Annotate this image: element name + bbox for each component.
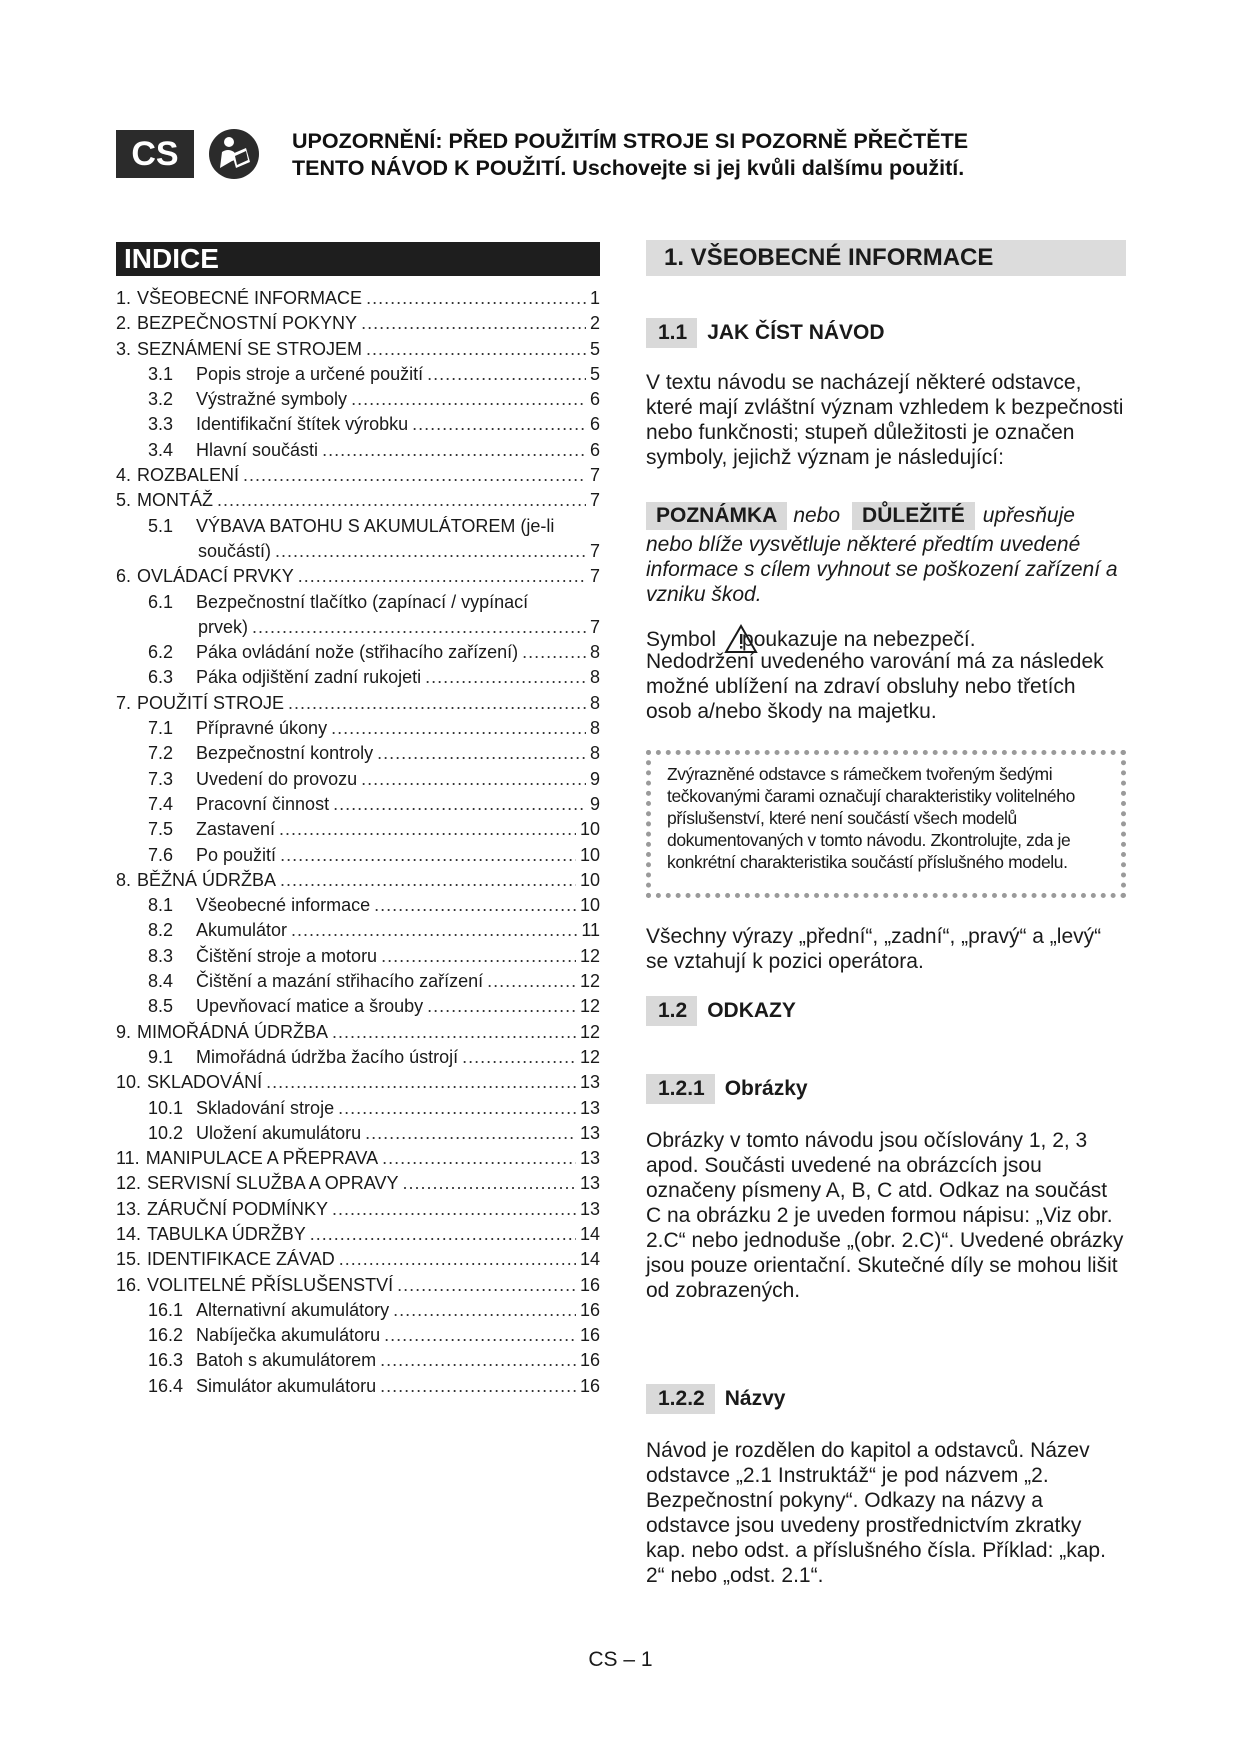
toc-dot-leader: [365, 1123, 576, 1144]
toc-entry-number: 7.6: [148, 844, 174, 865]
toc-dot-leader: [381, 946, 576, 967]
toc-dot-leader: [275, 541, 586, 562]
toc-entry-page: 7: [589, 490, 600, 511]
toc-entry-page: 10: [579, 869, 600, 890]
toc-entry: [116, 1325, 600, 1350]
subsection-number: 1.2.2: [646, 1384, 715, 1414]
toc-dot-leader: [291, 920, 577, 941]
toc-entry-page: 7: [589, 566, 600, 587]
toc-entry: [116, 617, 600, 642]
toc-entry-page: 7: [589, 465, 600, 486]
table-of-contents: [116, 288, 600, 1401]
toc-entry-number: 14.: [116, 1223, 142, 1244]
toc-entry-title: Bezpečnostní kontroly: [196, 743, 374, 764]
toc-dot-leader: [339, 1249, 576, 1270]
toc-entry-number: 8.4: [148, 971, 174, 992]
important-chip: DŮLEŽITÉ: [852, 502, 975, 530]
toc-entry-title: Skladování stroje: [196, 1097, 335, 1118]
toc-entry-page: 8: [589, 718, 600, 739]
toc-entry-title: Čištění a mazání střihacího zařízení: [196, 971, 484, 992]
toc-entry: [116, 667, 600, 692]
toc-dot-leader: [279, 819, 576, 840]
toc-entry: [116, 1123, 600, 1148]
toc-dot-leader: [252, 617, 586, 638]
toc-entry-number: 3.2: [148, 389, 174, 410]
toc-entry-title: IDENTIFIKACE ZÁVAD: [147, 1249, 335, 1270]
toc-dot-leader: [266, 1072, 576, 1093]
toc-entry-page: 16: [579, 1274, 600, 1295]
toc-dot-leader: [361, 769, 586, 790]
toc-entry-title: MONTÁŽ: [137, 490, 214, 511]
toc-entry: [116, 845, 600, 870]
toc-dot-leader: [366, 339, 586, 360]
toc-entry-number: 6.: [116, 566, 132, 587]
toc-entry: [116, 1148, 600, 1173]
toc-entry: [116, 996, 600, 1021]
toc-entry: [116, 339, 600, 364]
toc-entry-title: Zastavení: [196, 819, 276, 840]
toc-entry-number: 8.: [116, 869, 132, 890]
toc-entry-number: 8.5: [148, 996, 174, 1017]
toc-dot-leader: [377, 743, 586, 764]
toc-entry-page: 7: [589, 540, 600, 561]
toc-entry-number: 3.3: [148, 414, 174, 435]
toc-dot-leader: [243, 465, 586, 486]
toc-dot-leader: [280, 870, 576, 891]
toc-entry: [116, 1275, 600, 1300]
toc-dot-leader: [280, 845, 576, 866]
toc-dot-leader: [374, 895, 576, 916]
toc-entry-page: 16: [579, 1350, 600, 1371]
symbol-pre: Symbol: [646, 627, 717, 651]
note-explanation: nebo blíže vysvětluje některé předtím uvedené informace s cílem vyhnout se poškození zařízení a vzniku škod.: [646, 533, 1118, 606]
toc-entry: [116, 819, 600, 844]
toc-entry-page: 13: [579, 1198, 600, 1219]
toc-dot-leader: [380, 1376, 576, 1397]
toc-entry: [116, 895, 600, 920]
symbol-post: poukazuje na nebezpečí.: [742, 627, 976, 651]
toc-entry-title: SEZNÁMENÍ SE STROJEM: [137, 338, 363, 359]
toc-entry-number: 1.: [116, 288, 132, 308]
toc-entry: [116, 642, 600, 667]
toc-entry-title: Uvedení do provozu: [196, 768, 358, 789]
page-header: [116, 128, 1126, 188]
toc-entry-number: 2.: [116, 313, 132, 334]
toc-dot-leader: [402, 1173, 576, 1194]
toc-entry-number: 7.5: [148, 819, 174, 840]
toc-dot-leader: [322, 440, 586, 461]
toc-entry-page: 8: [589, 743, 600, 764]
toc-entry-page: 9: [589, 793, 600, 814]
toc-dot-leader: [425, 667, 586, 688]
toc-entry-page: 8: [589, 692, 600, 713]
toc-entry: [116, 490, 600, 515]
toc-entry-number: 8.2: [148, 920, 174, 941]
toc-dot-leader: [382, 1148, 576, 1169]
subsection-1-2-2-heading: [646, 1384, 785, 1414]
toc-entry: [116, 1098, 600, 1123]
toc-entry-title: Uložení akumulátoru: [196, 1122, 362, 1143]
toc-entry-page: 6: [589, 439, 600, 460]
toc-entry: [116, 1022, 600, 1047]
names-paragraph: Návod je rozdělen do kapitol a odstavců. Název odstavce „2.1 Instruktáž“ je pod názvem „2. Bezpečnostní pokyny“. Odkazy na názvy a odstavce jsou uvedeny prostřednictvím zkratky kap. nebo odst. a příslušného čísla. Příklad: „kap. 2“ nebo „odst. 2.1“.: [646, 1439, 1106, 1587]
toc-entry-number: 16.2: [148, 1325, 184, 1346]
toc-entry-number: 16.: [116, 1274, 142, 1295]
toc-entry-page: 12: [579, 971, 600, 992]
toc-entry-number: 9.: [116, 1021, 132, 1042]
subsection-number: 1.1: [646, 318, 697, 348]
toc-entry-title: Přípravné úkony: [196, 718, 328, 739]
toc-entry-number: 7.: [116, 692, 132, 713]
toc-entry-title: Výstražné symboly: [196, 389, 348, 410]
toc-entry-number: 13.: [116, 1198, 142, 1219]
toc-entry-page: 13: [579, 1122, 600, 1143]
toc-entry: [116, 1249, 600, 1274]
toc-entry: [116, 971, 600, 996]
figures-paragraph: Obrázky v tomto návodu jsou očíslovány 1, 2, 3 apod. Součásti uvedené na obrázcích jsou označeny písmeny A, B, C atd. Odkaz na součást C na obrázku 2 je uveden formou nápisu: „Viz obr. 2.C“ nebo jednoduše „(obr. 2.C)“. Uvedené obrázky jsou pouze orientační. Skutečné díly se mohou lišit od zobrazených.: [646, 1129, 1124, 1302]
read-manual-icon: [208, 128, 260, 180]
toc-entry-title: Nabíječka akumulátoru: [196, 1325, 381, 1346]
toc-entry: [116, 946, 600, 971]
toc-entry-page: 16: [579, 1375, 600, 1396]
note-or: nebo: [793, 504, 841, 527]
subsection-title: JAK ČÍST NÁVOD: [707, 321, 885, 344]
toc-entry-title: ZÁRUČNÍ PODMÍNKY: [147, 1198, 329, 1219]
toc-entry: [116, 1224, 600, 1249]
note-tail: upřesňuje: [982, 504, 1075, 527]
toc-entry-number: 16.4: [148, 1375, 184, 1396]
toc-entry-title: prvek): [198, 616, 249, 637]
toc-entry-number: 6.2: [148, 642, 174, 663]
toc-entry-page: 12: [579, 945, 600, 966]
toc-entry-number: 7.2: [148, 743, 174, 764]
subsection-number: 1.2: [646, 996, 697, 1026]
toc-entry-number: 8.1: [148, 895, 174, 916]
toc-entry-title: SERVISNÍ SLUŽBA A OPRAVY: [147, 1173, 399, 1194]
toc-dot-leader: [331, 718, 586, 739]
toc-entry-page: 16: [579, 1325, 600, 1346]
warning-line-1: UPOZORNĚNÍ: PŘED POUŽITÍM STROJE SI POZORNĚ PŘEČTĚTE: [292, 129, 969, 153]
toc-entry-number: 6.1: [148, 591, 174, 612]
warning-line-2: TENTO NÁVOD K POUŽITÍ. Uschovejte si jej kvůli dalšímu použití.: [292, 156, 965, 180]
toc-entry-page: 6: [589, 389, 600, 410]
toc-dot-leader: [217, 490, 586, 511]
toc-entry-number: 4.: [116, 465, 132, 486]
toc-entry: [116, 1376, 600, 1401]
toc-entry-page: 11: [581, 920, 600, 941]
toc-entry: [116, 794, 600, 819]
toc-entry-title: součástí): [198, 540, 272, 561]
toc-entry: [116, 364, 600, 389]
toc-entry: [116, 541, 600, 566]
toc-entry: [116, 288, 600, 313]
toc-entry-page: 13: [579, 1097, 600, 1118]
toc-dot-leader: [361, 313, 586, 334]
toc-entry-number: 10.1: [148, 1097, 184, 1118]
toc-entry-page: 13: [579, 1072, 600, 1093]
toc-entry-title: SKLADOVÁNÍ: [147, 1072, 263, 1093]
note-legend-line: [646, 502, 1075, 530]
toc-entry-title: VŠEOBECNÉ INFORMACE: [137, 288, 363, 308]
toc-dot-leader: [366, 288, 586, 309]
toc-dot-leader: [338, 1098, 576, 1119]
toc-entry-number: 10.2: [148, 1122, 184, 1143]
toc-entry: [116, 465, 600, 490]
toc-entry-page: 7: [589, 616, 600, 637]
toc-entry-page: 1: [589, 288, 600, 308]
toc-entry-number: 3.4: [148, 439, 174, 460]
toc-entry-page: 5: [589, 363, 600, 384]
toc-entry: [116, 516, 600, 541]
toc-entry-number: 11.: [116, 1148, 140, 1169]
toc-entry-title: Mimořádná údržba žacího ústrojí: [196, 1046, 459, 1067]
toc-entry-title: MANIPULACE A PŘEPRAVA: [145, 1148, 379, 1169]
toc-entry: [116, 1199, 600, 1224]
toc-dot-leader: [393, 1300, 576, 1321]
index-title: INDICE: [116, 242, 600, 276]
toc-entry: [116, 389, 600, 414]
subsection-1-2-1-heading: [646, 1074, 808, 1104]
toc-entry-title: Bezpečnostní tlačítko (zapínací / vypínací: [196, 591, 529, 612]
toc-entry-number: 16.1: [148, 1299, 184, 1320]
toc-entry-page: 13: [579, 1148, 600, 1169]
toc-entry: [116, 440, 600, 465]
toc-entry: [116, 1072, 600, 1097]
toc-entry-page: 10: [579, 819, 600, 840]
toc-entry: [116, 920, 600, 945]
subsection-number: 1.2.1: [646, 1074, 715, 1104]
toc-dot-leader: [487, 971, 576, 992]
toc-entry-number: 16.3: [148, 1350, 184, 1371]
toc-entry-title: Identifikační štítek výrobku: [196, 414, 409, 435]
subsection-1-1-heading: [646, 318, 885, 348]
optional-feature-box: Zvýrazněné odstavce s rámečkem tvořeným šedými tečkovanými čarami označují charakteristiky volitelného příslušenství, které není součástí všech modelů dokumentovaných v tomto návodu. Zkontrolujte, zda je konkrétní charakteristika součástí příslušného modelu.: [646, 750, 1126, 898]
toc-entry-page: 16: [579, 1299, 600, 1320]
toc-entry-number: 10.: [116, 1072, 142, 1093]
toc-entry: [116, 1047, 600, 1072]
toc-dot-leader: [397, 1275, 576, 1296]
toc-entry-title: Hlavní součásti: [196, 439, 319, 460]
toc-entry-number: 3.: [116, 338, 132, 359]
toc-entry-title: Páka ovládání nože (střihacího zařízení): [196, 642, 519, 663]
toc-entry: [116, 1173, 600, 1198]
toc-dot-leader: [462, 1047, 576, 1068]
toc-dot-leader: [412, 414, 586, 435]
toc-dot-leader: [522, 642, 586, 663]
toc-entry-number: 8.3: [148, 945, 174, 966]
toc-entry-title: BEZPEČNOSTNÍ POKYNY: [137, 313, 358, 334]
toc-entry-title: VOLITELNÉ PŘÍSLUŠENSTVÍ: [147, 1274, 394, 1295]
language-badge: CS: [116, 130, 194, 178]
toc-entry-number: 15.: [116, 1249, 142, 1270]
toc-entry-page: 14: [579, 1249, 600, 1270]
toc-entry-title: Batoh s akumulátorem: [196, 1350, 377, 1371]
toc-entry-number: 5.1: [148, 515, 174, 536]
toc-entry: [116, 870, 600, 895]
toc-entry-title: Páka odjištění zadní rukojeti: [196, 667, 422, 688]
toc-entry: [116, 592, 600, 617]
toc-entry-title: Popis stroje a určené použití: [196, 363, 424, 384]
toc-entry-title: TABULKA ÚDRŽBY: [147, 1223, 306, 1244]
toc-dot-leader: [332, 1199, 576, 1220]
subsection-title: ODKAZY: [707, 999, 796, 1022]
toc-entry: [116, 1300, 600, 1325]
subsection-1-2-heading: [646, 996, 796, 1026]
toc-entry-number: 5.: [116, 490, 132, 511]
toc-entry: [116, 566, 600, 591]
toc-entry-page: 10: [579, 844, 600, 865]
toc-entry-title: Po použití: [196, 844, 277, 865]
toc-entry-page: 2: [589, 313, 600, 334]
toc-dot-leader: [380, 1350, 576, 1371]
toc-entry-page: 6: [589, 414, 600, 435]
subsection-title: Názvy: [724, 1387, 786, 1410]
toc-dot-leader: [298, 566, 586, 587]
toc-entry: [116, 414, 600, 439]
toc-entry-page: 9: [589, 768, 600, 789]
subsection-title: Obrázky: [724, 1077, 808, 1100]
toc-entry-title: Alternativní akumulátory: [196, 1299, 390, 1320]
safety-warning: [292, 128, 968, 182]
toc-entry-title: MIMOŘÁDNÁ ÚDRŽBA: [137, 1021, 329, 1042]
toc-entry-title: Akumulátor: [196, 920, 288, 941]
toc-entry-page: 8: [589, 667, 600, 688]
toc-entry: [116, 743, 600, 768]
toc-entry-title: Všeobecné informace: [196, 895, 371, 916]
toc-entry-title: ROZBALENÍ: [137, 465, 240, 486]
toc-dot-leader: [332, 1022, 576, 1043]
toc-entry-page: 12: [579, 1046, 600, 1067]
toc-entry: [116, 313, 600, 338]
section-title: 1. VŠEOBECNÉ INFORMACE: [646, 240, 1126, 276]
toc-entry-page: 5: [589, 338, 600, 359]
toc-entry-page: 10: [579, 895, 600, 916]
toc-entry: [116, 693, 600, 718]
toc-dot-leader: [427, 996, 576, 1017]
toc-dot-leader: [310, 1224, 576, 1245]
toc-entry-page: 14: [579, 1223, 600, 1244]
toc-entry-title: Pracovní činnost: [196, 793, 330, 814]
orientation-paragraph: Všechny výrazy „přední“, „zadní“, „pravý“ a „levý“ se vztahují k pozici operátora.: [646, 925, 1102, 973]
toc-entry-title: Čištění stroje a motoru: [196, 945, 378, 966]
toc-entry-page: 12: [579, 996, 600, 1017]
toc-dot-leader: [288, 693, 586, 714]
toc-entry: [116, 718, 600, 743]
reading-guide-paragraph: V textu návodu se nacházejí některé odstavce, které mají zvláštní význam vzhledem k bezpečnosti nebo funkčnosti; stupeň důležitosti je označen symboly, jejichž význam je následující:: [646, 371, 1124, 469]
toc-entry-number: 7.3: [148, 768, 174, 789]
toc-dot-leader: [333, 794, 586, 815]
toc-entry: [116, 1350, 600, 1375]
toc-entry-number: 7.4: [148, 793, 174, 814]
toc-entry-title: POUŽITÍ STROJE: [137, 692, 285, 713]
toc-entry-number: 6.3: [148, 667, 174, 688]
toc-dot-leader: [384, 1325, 576, 1346]
toc-entry-title: Simulátor akumulátoru: [196, 1375, 377, 1396]
toc-entry-title: BĚŽNÁ ÚDRŽBA: [137, 869, 277, 890]
toc-entry-title: Upevňovací matice a šrouby: [196, 996, 424, 1017]
toc-dot-leader: [351, 389, 586, 410]
toc-entry: [116, 769, 600, 794]
note-chip: POZNÁMKA: [646, 502, 787, 530]
toc-entry-number: 9.1: [148, 1046, 174, 1067]
toc-entry-page: 12: [579, 1021, 600, 1042]
danger-explanation: Nedodržení uvedeného varování má za následek možné ublížení na zdraví obsluhy nebo třetích osob a/nebo škody na majetku.: [646, 650, 1104, 723]
toc-entry-title: OVLÁDACÍ PRVKY: [137, 566, 294, 587]
toc-dot-leader: [427, 364, 586, 385]
toc-entry-page: 13: [579, 1173, 600, 1194]
toc-entry-number: 3.1: [148, 363, 174, 384]
toc-entry-number: 7.1: [148, 718, 174, 739]
toc-entry-number: 12.: [116, 1173, 142, 1194]
page-number: CS – 1: [588, 1648, 653, 1671]
toc-entry-page: 8: [589, 642, 600, 663]
toc-entry-title: VÝBAVA BATOHU S AKUMULÁTOREM (je-li: [196, 515, 555, 536]
